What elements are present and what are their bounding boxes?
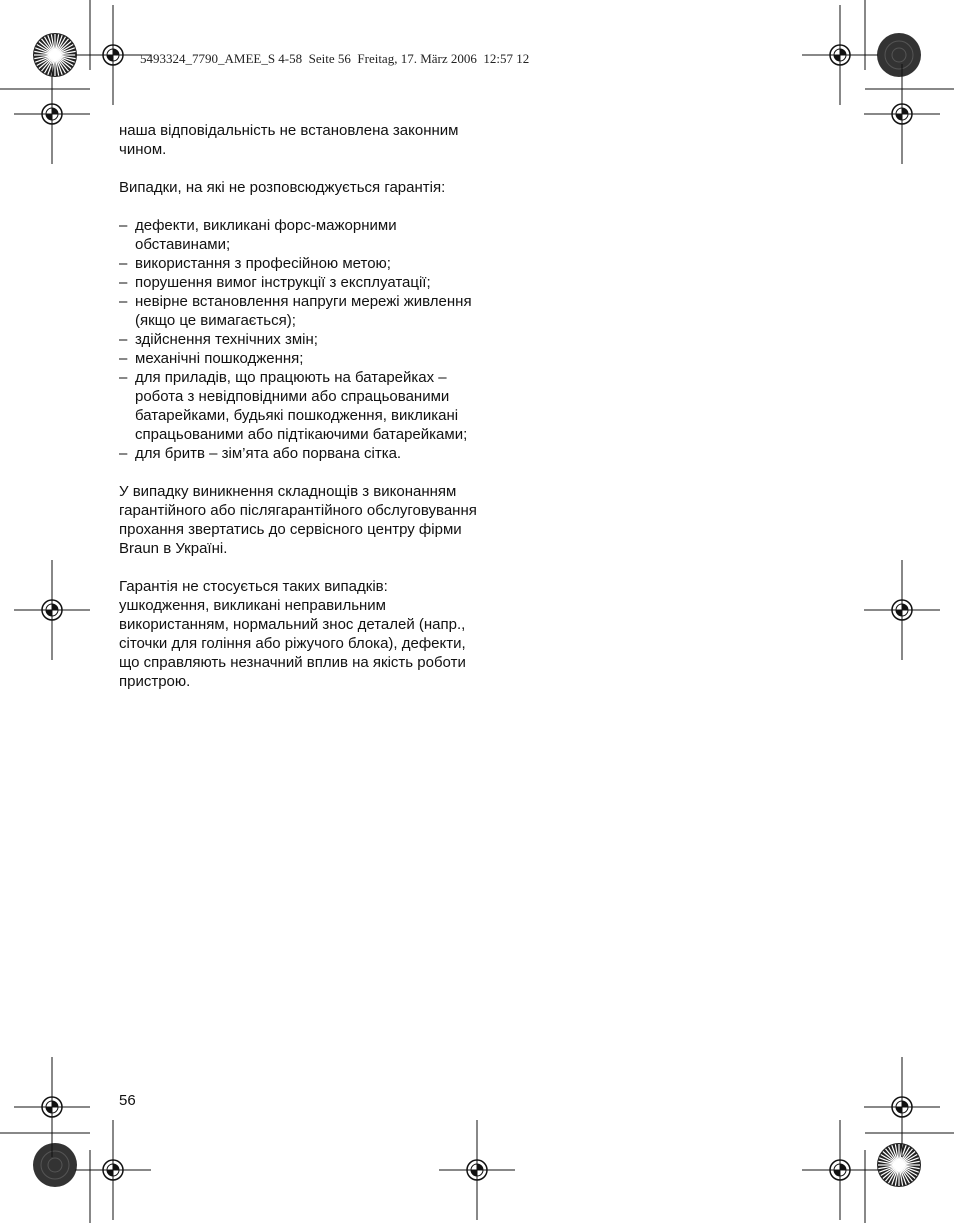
list-item: – невірне встановлення напруги мережі живлення (якщо це вимагається); <box>119 293 472 329</box>
list-item: – для приладів, що працюють на батарейках – робота з невідповідними або спрацьованими батарейками, будьякі пошкодження, викликані спрацьованими або підтікаючими батарейками; <box>119 369 468 443</box>
registration-mark-icon <box>802 5 878 105</box>
registration-mark-icon <box>864 560 940 660</box>
list-item: – механічні пошкодження; <box>119 350 304 367</box>
sunburst-target-top-right-icon <box>877 33 921 77</box>
registration-mark-icon <box>14 560 90 660</box>
dash-marker: – <box>119 369 128 386</box>
registration-mark-icon <box>439 1120 515 1220</box>
dash-marker: – <box>119 255 128 272</box>
dash-marker: – <box>119 331 128 348</box>
list-item: – здійснення технічних змін; <box>119 331 318 348</box>
registration-mark-icon <box>864 1057 940 1157</box>
paragraph-exclusions-intro: Випадки, на які не розповсюджується гарантія: <box>119 179 446 196</box>
registration-mark-icon <box>14 1057 90 1157</box>
warranty-text-column <box>119 121 479 691</box>
print-slug-header: 5493324_7790_AMEE_S 4-58 Seite 56 Freitag, 17. März 2006 12:57 12 <box>140 51 530 66</box>
registration-mark-icon <box>802 1120 878 1220</box>
sunburst-target-bottom-left-icon <box>33 1143 77 1187</box>
dash-marker: – <box>119 293 128 310</box>
paragraph-warranty-scope: Гарантія не стосується таких випадків: ушкодження, викликані неправильним використанням, нормальний знос деталей (напр., сіточки для гоління або ріжучого блока), дефекти, що справляють незначний вплив на якість роботи пристрою. <box>119 578 466 690</box>
registration-mark-icon <box>75 1120 151 1220</box>
dash-marker: – <box>119 274 128 291</box>
sunburst-target-top-left-icon <box>33 33 77 77</box>
dash-marker: – <box>119 350 128 367</box>
dash-marker: – <box>119 445 128 462</box>
exclusions-list <box>119 216 479 463</box>
paragraph-service-center: У випадку виникнення складнощів з виконанням гарантійного або післягарантійного обслуговування прохання звертатись до сервісного центру фірми Braun в Україні. <box>119 483 477 557</box>
list-item: – порушення вимог інструкції з експлуатації; <box>119 274 431 291</box>
sunburst-target-bottom-right-icon <box>877 1143 921 1187</box>
list-item: – дефекти, викликані форс-мажорними обставинами; <box>119 217 397 253</box>
page-number: 56 <box>119 1092 136 1109</box>
dash-marker: – <box>119 217 128 234</box>
registration-mark-icon <box>864 64 940 164</box>
paragraph-liability: наша відповідальність не встановлена законним чином. <box>119 122 459 158</box>
registration-mark-icon <box>14 64 90 164</box>
list-item: – для бритв – зім’ята або порвана сітка. <box>119 445 402 462</box>
list-item: – використання з професійною метою; <box>119 255 391 272</box>
